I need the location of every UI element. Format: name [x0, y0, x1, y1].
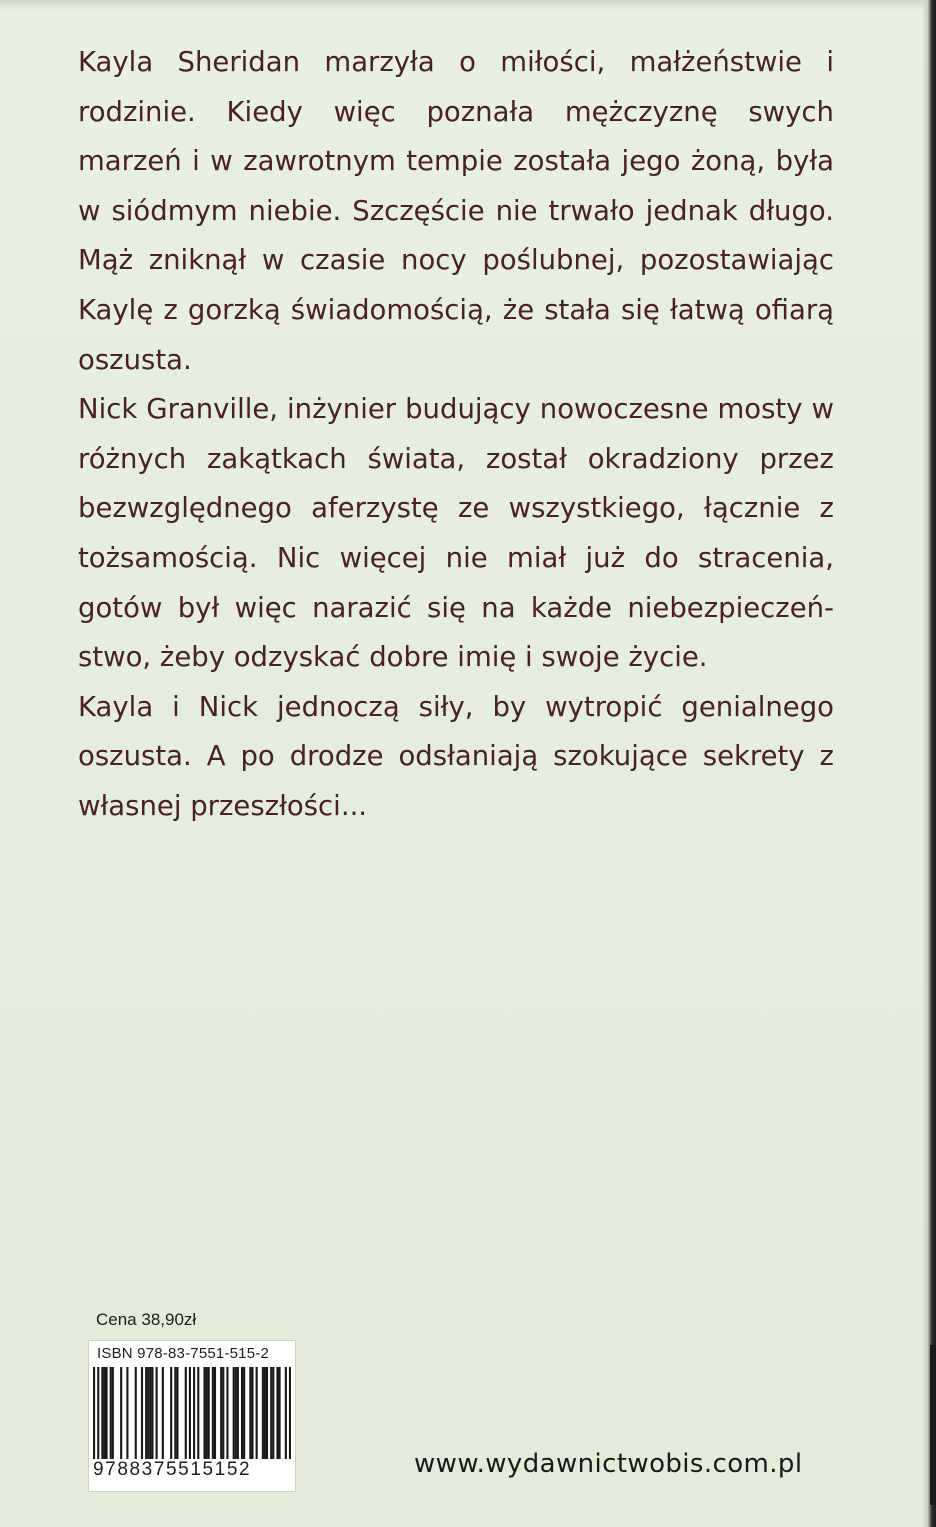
- barcode-bar: [243, 1367, 245, 1459]
- barcode-bar: [176, 1367, 178, 1459]
- barcode-bar: [97, 1367, 99, 1459]
- barcode-bar: [156, 1367, 158, 1459]
- barcode-bar: [101, 1367, 103, 1459]
- isbn-barcode-block: [88, 1340, 296, 1492]
- barcode-bar: [106, 1367, 108, 1459]
- barcode-bar: [208, 1367, 210, 1459]
- barcode-bar: [93, 1367, 95, 1459]
- barcode-bar: [289, 1367, 291, 1459]
- barcode-bar: [266, 1367, 268, 1459]
- barcode-bar: [151, 1367, 153, 1459]
- barcode-bar: [214, 1367, 216, 1459]
- barcode-bar: [197, 1367, 199, 1459]
- barcode-bar: [110, 1367, 112, 1459]
- barcode-bar: [162, 1367, 164, 1459]
- barcode-bar: [220, 1367, 222, 1459]
- barcode-bar: [126, 1367, 128, 1459]
- barcode-bar: [135, 1367, 137, 1459]
- blurb-paragraph-3: Kayla i Nick jednoczą siły, by wytropić genialnego oszusta. A po drodze odsłaniają szokujące sekrety z własnej przeszłości...: [78, 690, 834, 822]
- book-blurb: [78, 38, 834, 832]
- barcode-bar: [170, 1367, 172, 1459]
- barcode-bar: [262, 1367, 264, 1459]
- barcode-icon: [93, 1367, 291, 1461]
- barcode-bar: [103, 1367, 105, 1459]
- barcode-bar: [189, 1367, 191, 1459]
- barcode-bar: [149, 1367, 151, 1459]
- barcode-bar: [249, 1367, 251, 1459]
- barcode-bar: [226, 1367, 228, 1459]
- barcode-bar: [206, 1367, 208, 1459]
- barcode-bar: [235, 1367, 237, 1459]
- barcode-bar: [174, 1367, 176, 1459]
- blurb-paragraph-2: Nick Granville, inżynier budujący nowoczesne mosty w różnych zakątkach świata, został okradziony przez bezwzględnego aferzystę ze wszystkiego, łącznie z tożsamością. Nic więcej nie miał już do stracenia, gotów był więc narazić się na każde niebezpieczeństwo, żeby odzyskać dobre imię i swoje życie.: [78, 393, 834, 674]
- barcode-bar: [264, 1367, 266, 1459]
- barcode-bar: [256, 1367, 258, 1459]
- top-edge-shadow: [0, 0, 936, 10]
- barcode-bar: [285, 1367, 287, 1459]
- barcode-bar: [241, 1367, 243, 1459]
- barcode-bar: [278, 1367, 280, 1459]
- barcode-bar: [147, 1367, 149, 1459]
- publisher-website: www.wydawnictwobis.com.pl: [414, 1449, 803, 1479]
- barcode-bar: [237, 1367, 239, 1459]
- barcode-bar: [276, 1367, 278, 1459]
- barcode-bar: [251, 1367, 253, 1459]
- barcode-bar: [203, 1367, 205, 1459]
- barcode-bar: [120, 1367, 122, 1459]
- barcode-bar: [185, 1367, 187, 1459]
- barcode-bar: [272, 1367, 274, 1459]
- barcode-bar: [222, 1367, 224, 1459]
- isbn-label: ISBN 978-83-7551-515-2: [97, 1345, 270, 1362]
- right-edge-shadow: [922, 0, 936, 1527]
- barcode-bar: [270, 1367, 272, 1459]
- blurb-paragraph-1: Kayla Sheridan marzyła o miłości, małżeństwie i rodzinie. Kiedy więc poznała mężczyznę swych marzeń i w zawrotnym tempie została jego żoną, była w siódmym niebie. Szczęście nie trwało jednak długo. Mąż zniknął w czasie nocy poślubnej, pozostawiając Kaylę z gorzką świadomością, że stała się łatwą ofiarą oszusta.: [78, 46, 834, 376]
- spine-edge-mark: [930, 1345, 936, 1505]
- barcode-bar: [141, 1367, 143, 1459]
- barcode-bar: [212, 1367, 214, 1459]
- barcode-bar: [233, 1367, 235, 1459]
- barcode-bar: [112, 1367, 114, 1459]
- price-label: Cena 38,90zł: [96, 1310, 197, 1329]
- barcode-bar: [193, 1367, 195, 1459]
- barcode-digits: 9788375515152: [93, 1459, 252, 1480]
- barcode-bar: [145, 1367, 147, 1459]
